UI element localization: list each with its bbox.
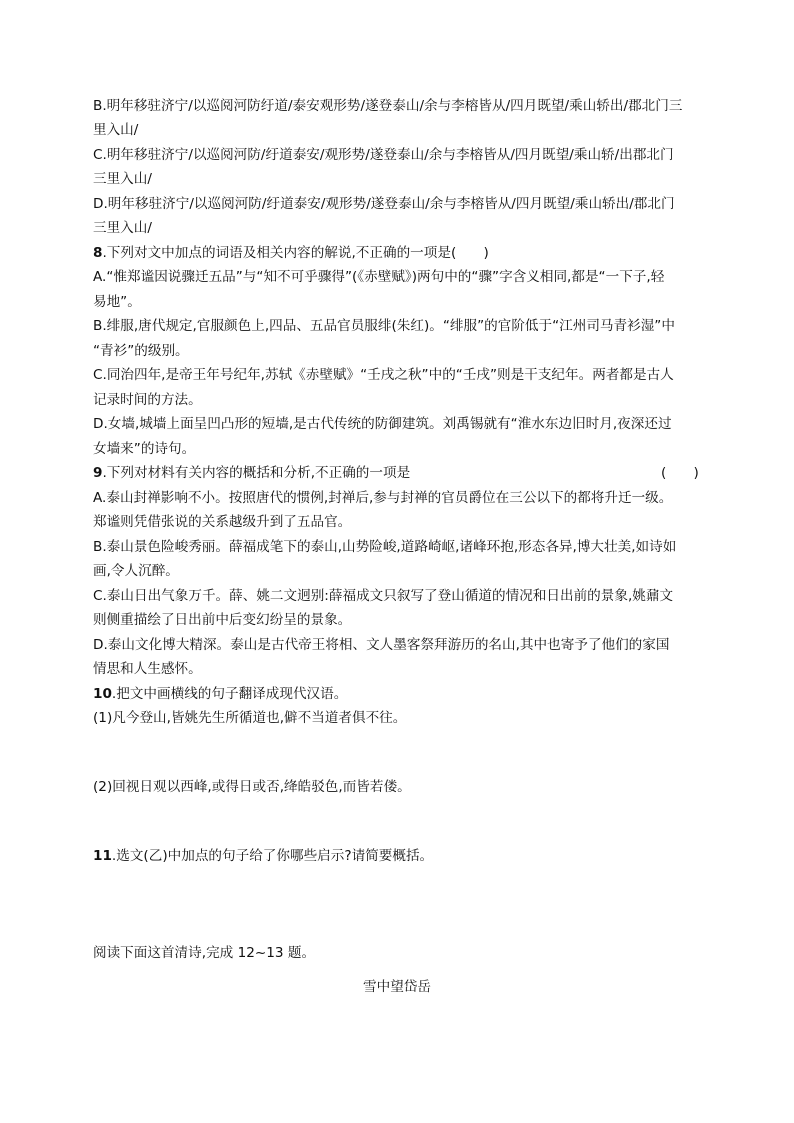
q9-option-c-line-1: C.泰山日出气象万千。薛、姚二文迥别:薛福成文只叙写了登山循道的情况和日出前的景象,姚鼐文 [93,588,674,604]
q8-option-c-line-2: 记录时间的方法。 [93,392,202,408]
question-8: 8.下列对文中加点的词语及相关内容的解说,不正确的一项是( ) [93,245,489,261]
question-10-text: 把文中画横线的句子翻译成现代汉语。 [116,686,348,702]
question-10-number: 10 [93,686,112,702]
q10-sentence-1: (1)凡今登山,皆姚先生所循道也,僻不当道者俱不往。 [93,710,407,726]
question-11-text: 选文(乙)中加点的句子给了你哪些启示?请简要概括。 [116,848,434,864]
q8-option-b-line-2: “青衫”的级别。 [93,343,189,359]
option-c-line-1: C.明年移驻济宁/以巡阅河防/纡道泰安/观形势/遂登泰山/余与李榕皆从/四月既望/乘山轿/出郡北门 [93,147,674,163]
q9-option-a-line-1: A.泰山封禅影响不小。按照唐代的惯例,封禅后,参与封禅的官员爵位在三公以下的都将升迁一级。 [93,490,673,506]
q9-option-b-line-2: 画,令人沉醉。 [93,563,179,579]
q8-option-d-line-1: D.女墙,城墙上面呈凹凸形的短墙,是古代传统的防御建筑。刘禹锡就有“淮水东边旧时月,夜深还过 [93,416,672,432]
q9-option-a-line-2: 郑谧则凭借张说的关系越级升到了五品官。 [93,514,352,530]
q8-option-b-line-1: B.绯服,唐代规定,官服颜色上,四品、五品官员服绯(朱红)。“绯服”的官阶低于“江州司马青衫湿”中 [93,318,675,334]
question-9-answer-blank: ( ) [661,465,699,481]
question-10: 10.把文中画横线的句子翻译成现代汉语。 [93,686,348,702]
poem-title: 雪中望岱岳 [363,979,431,995]
q8-option-a-line-2: 易地”。 [93,294,141,310]
option-d-line-1: D.明年移驻济宁/以巡阅河防/纡道泰安/观形势/遂登泰山/余与李榕皆从/四月既望/乘山轿出/郡北门 [93,196,675,212]
question-11-number: 11 [93,848,112,864]
q10-sentence-2: (2)回视日观以西峰,或得日或否,绛皓驳色,而皆若偻。 [93,779,411,795]
option-b-line-2: 里入山/ [93,122,139,138]
q9-option-c-line-2: 则侧重描绘了日出前中后变幻纷呈的景象。 [93,612,352,628]
option-d-line-2: 三里入山/ [93,220,152,236]
question-9-text: 下列对材料有关内容的概括和分析,不正确的一项是 [106,465,411,481]
reading-instruction: 阅读下面这首清诗,完成 12~13 题。 [93,945,316,961]
question-9-number: 9 [93,465,103,481]
question-8-number: 8 [93,245,103,261]
q8-option-a-line-1: A.“惟郑谧因说骤迁五品”与“知不可乎骤得”(《赤壁赋》)两句中的“骤”字含义相同,都是“一下子,轻 [93,269,665,285]
question-11: 11.选文(乙)中加点的句子给了你哪些启示?请简要概括。 [93,848,434,864]
option-c-line-2: 三里入山/ [93,171,152,187]
q9-option-d-line-2: 情思和人生感怀。 [93,661,202,677]
q9-option-d-line-1: D.泰山文化博大精深。泰山是古代帝王将相、文人墨客祭拜游历的名山,其中也寄予了他们的家国 [93,637,670,653]
question-9: 9.下列对材料有关内容的概括和分析,不正确的一项是 [93,465,411,481]
q8-option-c-line-1: C.同治四年,是帝王年号纪年,苏轼《赤壁赋》“壬戌之秋”中的“壬戌”则是干支纪年。两者都是古人 [93,367,674,383]
q8-option-d-line-2: 女墙来”的诗句。 [93,441,196,457]
q9-option-b-line-1: B.泰山景色险峻秀丽。薛福成笔下的泰山,山势险峻,道路崎岖,诸峰环抱,形态各异,博大壮美,如诗如 [93,539,677,555]
option-b-line-1: B.明年移驻济宁/以巡阅河防纡道/泰安观形势/遂登泰山/余与李榕皆从/四月既望/乘山轿出/郡北门三 [93,98,683,114]
question-8-text: 下列对文中加点的词语及相关内容的解说,不正确的一项是( ) [106,245,489,261]
